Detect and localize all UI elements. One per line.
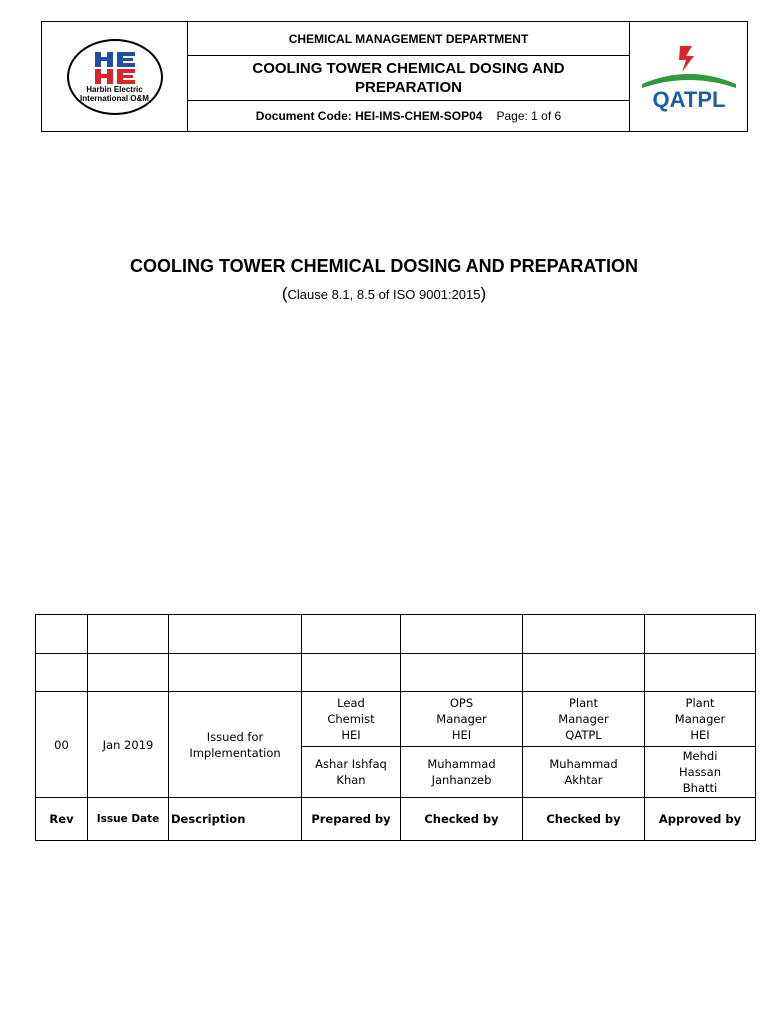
page-number: Page: 1 of 6 [496,109,562,123]
issue-date: Jan 2019 [88,692,169,798]
rev-number: 00 [36,692,88,798]
checked-by-2-role: Plant Manager QATPL [523,692,645,747]
hei-logo-cell [42,22,188,131]
hei-mark-icon [93,51,137,85]
checked-by-2-name: Muhammad Akhtar [523,747,645,798]
prepared-by-role: Lead Chemist HEI [302,692,401,747]
header-description: Description [169,798,302,841]
clause-reference [0,284,768,304]
empty-row [36,615,756,654]
document-title: COOLING TOWER CHEMICAL DOSING AND PREPARATION [129,256,638,276]
header-issue-date: Issue Date [88,798,169,841]
header-prepared-by: Prepared by [302,798,401,841]
qatpl-logo [636,42,742,112]
header-rev: Rev [36,798,88,841]
qatpl-logo-text: QATPL [652,86,725,112]
header-checked-by-1: Checked by [401,798,523,841]
prepared-by-name: Ashar Ishfaq Khan [302,747,401,798]
clause-close-paren: ) [480,284,487,303]
header-doc-title: COOLING TOWER CHEMICAL DOSING AND PREPARATION [188,56,629,101]
header-info [188,22,630,131]
checked-by-1-name: Muhammad Janhanzeb [401,747,523,798]
lightning-bolt-icon [679,46,694,72]
hei-logo [67,39,163,115]
hei-logo-text: Harbin Electric International O&M [80,84,149,103]
document-header [41,21,748,132]
header-row [36,798,756,841]
department-name: CHEMICAL MANAGEMENT DEPARTMENT [188,22,629,56]
description: Issued for Implementation [169,692,302,798]
header-approved-by: Approved by [645,798,756,841]
green-arc-icon [642,74,736,88]
revision-table [35,614,756,841]
revision-row [36,692,756,747]
approved-by-role: Plant Manager HEI [645,692,756,747]
qatpl-logo-cell [630,22,747,131]
approved-by-name: Mehdi Hassan Bhatti [645,747,756,798]
header-checked-by-2: Checked by [523,798,645,841]
checked-by-1-role: OPS Manager HEI [401,692,523,747]
clause-open-paren: ( [281,284,288,303]
doc-code-row [188,101,629,131]
document-code: Document Code: HEI-IMS-CHEM-SOP04 [255,109,483,123]
empty-row [36,654,756,692]
clause-text: Clause 8.1, 8.5 of ISO 9001:2015 [287,287,481,302]
